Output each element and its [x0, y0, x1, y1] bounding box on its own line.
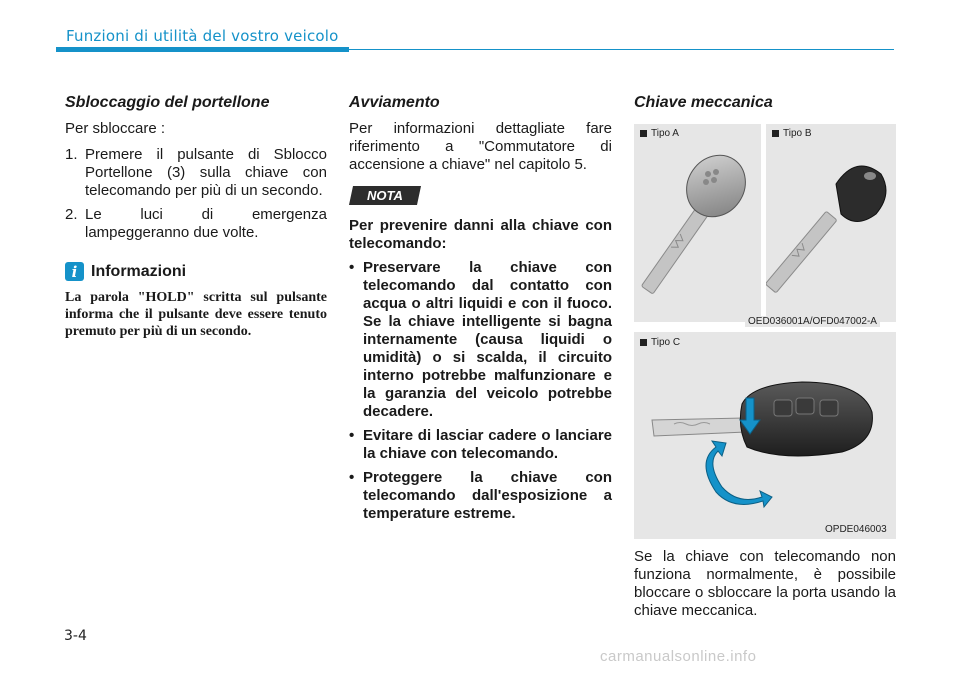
- key-type-c-illustration: [634, 332, 896, 539]
- warning-title: Per prevenire danni alla chiave con telecomando:: [349, 217, 612, 252]
- step-item: [65, 146, 327, 200]
- key-type-b-figure: [766, 124, 896, 322]
- type-c-text: Tipo C: [651, 337, 681, 348]
- figure2-code: OPDE046003: [822, 524, 890, 535]
- section-title: Funzioni di utilità del vostro veicolo: [66, 27, 339, 45]
- warning-item: • Evitare di lasciar cadere o lanciare la chiave con telecomando.: [349, 427, 612, 463]
- type-a-text: Tipo A: [651, 128, 679, 139]
- square-bullet-icon: [772, 130, 779, 137]
- step-number: 2.: [65, 206, 78, 223]
- type-b-label: [772, 128, 812, 139]
- info-header: [65, 262, 327, 281]
- page-number: 3-4: [64, 628, 87, 644]
- tailgate-intro: Per sbloccare :: [65, 120, 166, 137]
- nota-badge: [349, 186, 421, 205]
- tailgate-steps: [65, 146, 327, 242]
- step-text: Premere il pulsante di Sblocco Portellone (3) sulla chiave con telecomando per più di un secondo.: [85, 146, 327, 199]
- key-type-a-illustration: [634, 124, 761, 322]
- step-number: 1.: [65, 146, 78, 163]
- step-text: Le luci di emergenza lampeggeranno due volte.: [85, 206, 327, 241]
- tailgate-heading: Sbloccaggio del portellone: [65, 94, 270, 111]
- column-tailgate: [65, 94, 327, 340]
- key-type-c-figure: [634, 332, 896, 539]
- type-c-label: [640, 337, 680, 348]
- warning-list: [349, 259, 612, 523]
- warning-item: • Proteggere la chiave con telecomando dall'esposizione a temperature estreme.: [349, 469, 612, 523]
- key-type-a-figure: [634, 124, 761, 322]
- square-bullet-icon: [640, 339, 647, 346]
- type-a-label: [640, 128, 679, 139]
- info-text: La parola "HOLD" scritta sul pulsante informa che il pulsante deve essere tenuto premuto per più di un secondo.: [65, 290, 327, 339]
- mechanical-key-text: Se la chiave con telecomando non funziona normalmente, è possibile bloccare o sbloccare la porta usando la chiave meccanica.: [634, 548, 896, 619]
- header-accent-bar: [56, 47, 349, 52]
- nota-label: NOTA: [367, 188, 403, 203]
- start-text: Per informazioni dettagliate fare riferimento a "Commutatore di accensione a chiave" nel capitolo 5.: [349, 120, 612, 173]
- square-bullet-icon: [640, 130, 647, 137]
- info-icon: i: [65, 262, 84, 281]
- start-heading: Avviamento: [349, 94, 440, 111]
- warning-item: • Preservare la chiave con telecomando dal contatto con acqua o altri liquidi e con il fuoco. Se la chiave intelligente si bagna internamente (causa liquidi o umidità) o si scalda, il circuito interno potrebbe malfunzionare e la garanzia del veicolo potrebbe decadere.: [349, 259, 612, 421]
- type-b-text: Tipo B: [783, 128, 812, 139]
- key-type-b-illustration: [766, 124, 896, 322]
- info-label: Informazioni: [91, 262, 187, 280]
- mechanical-key-heading: Chiave meccanica: [634, 94, 773, 111]
- step-item: [65, 206, 327, 242]
- header-rule: [349, 49, 894, 50]
- column-mechanical-key: [634, 94, 896, 120]
- column-start: [349, 94, 612, 529]
- watermark: carmanualsonline.info: [600, 648, 757, 665]
- figure1-code: OED036001A/OFD047002-A: [745, 316, 880, 327]
